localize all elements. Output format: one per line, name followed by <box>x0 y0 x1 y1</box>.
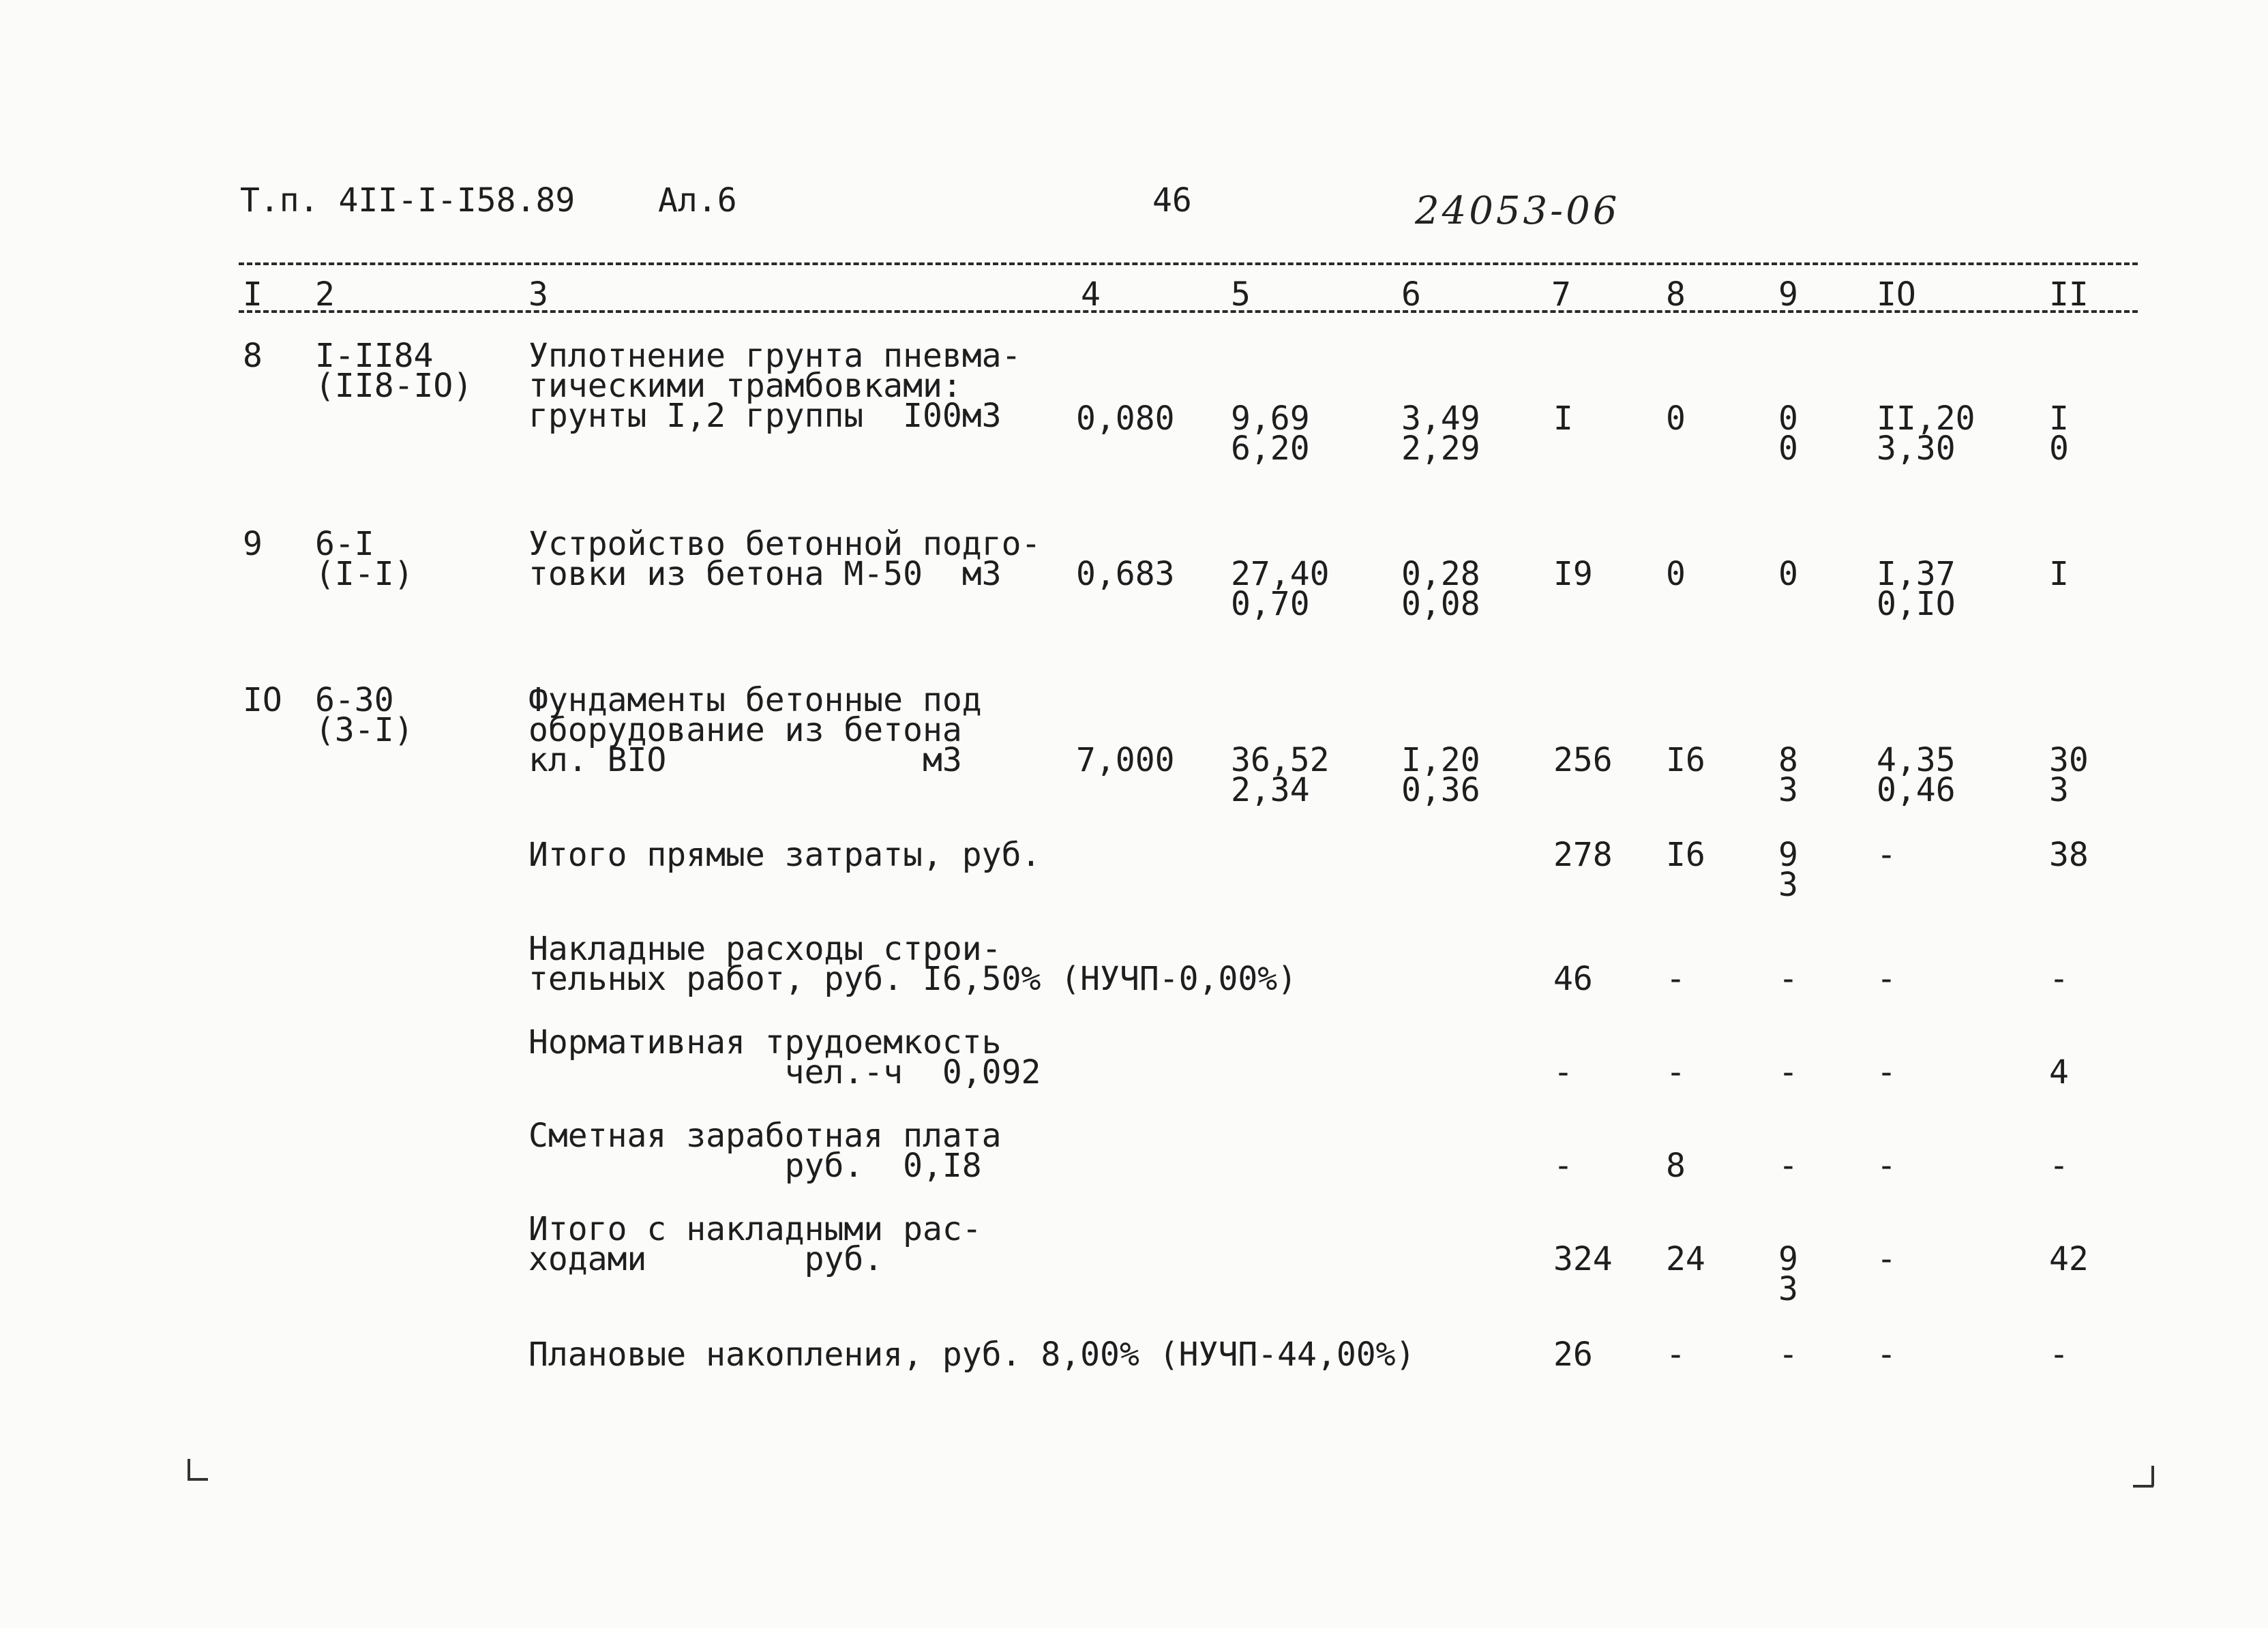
summary-label: Плановые накопления, руб. 8,00% (НУЧП-44,00%) <box>528 1336 1416 1374</box>
labor-unit-machine: 0,IO <box>1877 585 1956 623</box>
col-header: I <box>243 275 263 314</box>
album-number: Ал.6 <box>658 181 737 220</box>
row-code: I-II84 <box>315 337 434 375</box>
summary-machine: 9 <box>1778 836 1798 874</box>
row-code-ref: (II8-IO) <box>315 367 473 405</box>
summary-wage: I6 <box>1666 836 1705 874</box>
summary-machine: - <box>1778 1053 1798 1091</box>
header-bottom-rule <box>239 310 2138 313</box>
quantity: 0,080 <box>1076 400 1175 438</box>
row-desc: Устройство бетонной подго- <box>528 525 1041 563</box>
total-cost: I <box>1553 400 1573 438</box>
total-cost: 256 <box>1553 741 1613 779</box>
labor-total-machine: 0 <box>2049 429 2069 468</box>
col-header: 8 <box>1666 275 1686 314</box>
wage-total: 0 <box>1666 555 1686 593</box>
summary-wage: - <box>1666 960 1686 998</box>
col-header: 5 <box>1231 275 1251 314</box>
summary-labor-unit: - <box>1877 1147 1896 1185</box>
summary-total: 324 <box>1553 1240 1613 1278</box>
labor-total: 30 <box>2049 741 2089 779</box>
summary-label: Сметная заработная плата <box>528 1117 1002 1155</box>
row-number: 9 <box>243 525 263 563</box>
total-cost: I9 <box>1553 555 1593 593</box>
machine-total-wage: 3 <box>1778 771 1798 809</box>
col-header: 3 <box>528 275 548 314</box>
summary-label: чел.-ч 0,092 <box>528 1053 1041 1091</box>
machine-total: 0 <box>1778 400 1798 438</box>
col-header: 9 <box>1778 275 1798 314</box>
col-header: 7 <box>1551 275 1571 314</box>
col-header: II <box>2049 275 2089 314</box>
row-desc: тическими трамбовками: <box>528 367 962 405</box>
machine-total: 8 <box>1778 741 1798 779</box>
summary-total: 46 <box>1553 960 1593 998</box>
col-header: 4 <box>1081 275 1101 314</box>
unit-cost-wage: 2,34 <box>1231 771 1310 809</box>
labor-unit-machine: 0,46 <box>1877 771 1956 809</box>
row-code-ref: (3-I) <box>315 711 414 749</box>
row-code: 6-I <box>315 525 374 563</box>
row-desc: оборудование из бетона <box>528 711 962 749</box>
labor-total: I <box>2049 400 2069 438</box>
labor-unit: I,37 <box>1877 555 1956 593</box>
summary-label: Накладные расходы строи- <box>528 930 1002 968</box>
summary-machine: - <box>1778 1336 1798 1374</box>
summary-total: 278 <box>1553 836 1613 874</box>
row-number: IO <box>243 681 282 719</box>
summary-labor: - <box>2049 1147 2069 1185</box>
unit-cost: 9,69 <box>1231 400 1310 438</box>
summary-wage: - <box>1666 1336 1686 1374</box>
machine-cost: 0,28 <box>1401 555 1480 593</box>
summary-total: 26 <box>1553 1336 1593 1374</box>
summary-labor: 4 <box>2049 1053 2069 1091</box>
summary-labor-unit: - <box>1877 1336 1896 1374</box>
doc-code: Т.п. 4II-I-I58.89 <box>240 181 576 220</box>
summary-total: - <box>1553 1147 1573 1185</box>
summary-label: Нормативная трудоемкость <box>528 1023 1002 1061</box>
machine-cost-wage: 2,29 <box>1401 429 1480 468</box>
labor-unit: 4,35 <box>1877 741 1956 779</box>
col-header: 6 <box>1401 275 1421 314</box>
unit-cost: 27,40 <box>1231 555 1330 593</box>
summary-machine: - <box>1778 960 1798 998</box>
summary-labor: 42 <box>2049 1240 2089 1278</box>
summary-labor-unit: - <box>1877 1240 1896 1278</box>
summary-wage: - <box>1666 1053 1686 1091</box>
wage-total: 0 <box>1666 400 1686 438</box>
machine-cost: 3,49 <box>1401 400 1480 438</box>
row-number: 8 <box>243 337 263 375</box>
labor-unit: II,20 <box>1877 400 1975 438</box>
row-desc: Уплотнение грунта пневма- <box>528 337 1021 375</box>
row-desc: Фундаменты бетонные под <box>528 681 982 719</box>
summary-machine-wage: 3 <box>1778 866 1798 904</box>
row-code: 6-30 <box>315 681 394 719</box>
row-desc: кл. BIO м3 <box>528 741 962 779</box>
summary-machine-wage: 3 <box>1778 1270 1798 1308</box>
header-top-rule <box>239 262 2138 265</box>
page-number: 46 <box>1152 181 1192 220</box>
summary-labor: 38 <box>2049 836 2089 874</box>
machine-cost: I,20 <box>1401 741 1480 779</box>
quantity: 7,000 <box>1076 741 1175 779</box>
labor-total: I <box>2049 555 2069 593</box>
summary-total: - <box>1553 1053 1573 1091</box>
unit-cost-wage: 0,70 <box>1231 585 1310 623</box>
col-header: IO <box>1877 275 1916 314</box>
row-desc: грунты I,2 группы I00м3 <box>528 397 1002 435</box>
summary-label: Итого с накладными рас- <box>528 1210 982 1248</box>
summary-labor-unit: - <box>1877 1053 1896 1091</box>
machine-total-wage: 0 <box>1778 429 1798 468</box>
machine-cost-wage: 0,08 <box>1401 585 1480 623</box>
machine-total: 0 <box>1778 555 1798 593</box>
summary-labor-unit: - <box>1877 836 1896 874</box>
summary-label: Итого прямые затраты, руб. <box>528 836 1041 874</box>
summary-wage: 24 <box>1666 1240 1705 1278</box>
row-code-ref: (I-I) <box>315 555 414 593</box>
labor-total-machine: 3 <box>2049 771 2069 809</box>
col-header: 2 <box>315 275 335 314</box>
summary-label: руб. 0,I8 <box>528 1147 982 1185</box>
machine-cost-wage: 0,36 <box>1401 771 1480 809</box>
unit-cost-wage: 6,20 <box>1231 429 1310 468</box>
summary-label: ходами руб. <box>528 1240 884 1278</box>
quantity: 0,683 <box>1076 555 1175 593</box>
unit-cost: 36,52 <box>1231 741 1330 779</box>
wage-total: I6 <box>1666 741 1705 779</box>
summary-labor-unit: - <box>1877 960 1896 998</box>
handwritten-stamp: 24053-06 <box>1415 189 1620 233</box>
summary-wage: 8 <box>1666 1147 1686 1185</box>
row-desc: товки из бетона М-50 м3 <box>528 555 1002 593</box>
summary-labor: - <box>2049 1336 2069 1374</box>
summary-machine: 9 <box>1778 1240 1798 1278</box>
labor-unit-machine: 3,30 <box>1877 429 1956 468</box>
summary-labor: - <box>2049 960 2069 998</box>
summary-label: тельных работ, руб. I6,50% (НУЧП-0,00%) <box>528 960 1298 998</box>
summary-machine: - <box>1778 1147 1798 1185</box>
